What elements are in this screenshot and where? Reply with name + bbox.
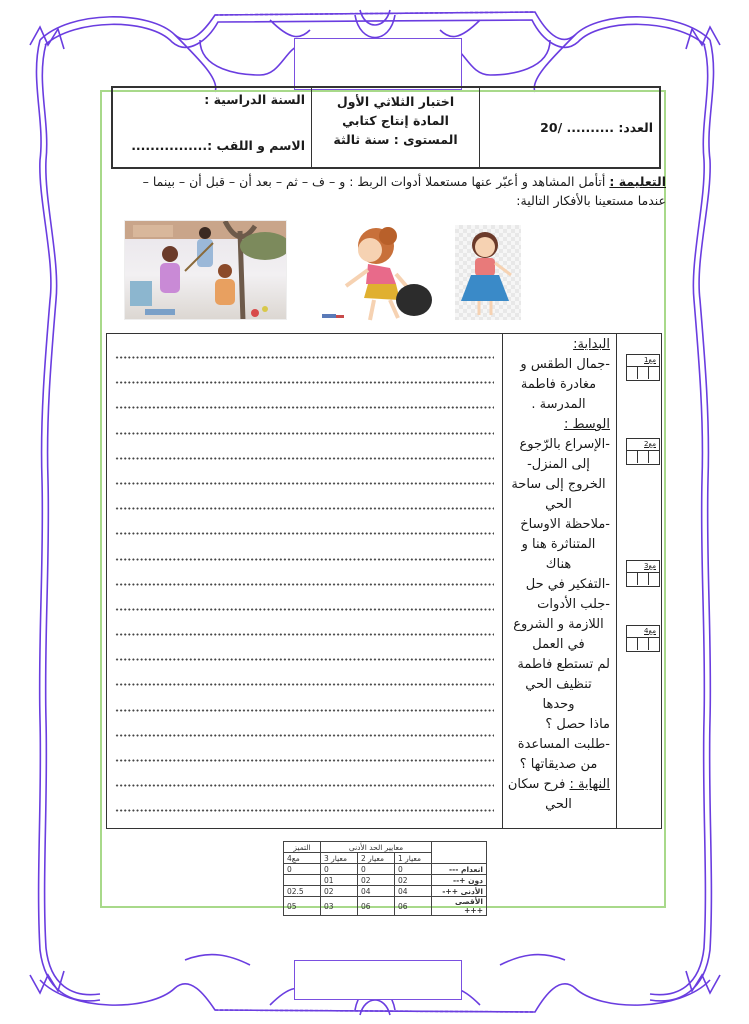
criterion-column-header: معيار 1 [395,853,432,864]
writing-line[interactable] [115,367,494,392]
score-cell[interactable] [648,451,659,463]
idea-line: ماذا حصل ؟ [545,717,610,732]
writing-line[interactable] [115,569,494,594]
idea-text: فرح سكان [507,777,570,792]
criterion-label: مع2 [627,439,659,451]
score-row [284,875,487,886]
criterion-label: مع3 [627,561,659,573]
idea-line: في العمل [532,637,585,652]
score-value: 02 [395,875,432,886]
dotted-rule [115,482,494,485]
writing-area[interactable] [107,334,503,828]
dotted-rule [115,683,494,686]
idea-line: هناك [545,557,572,572]
dotted-rule [115,532,494,535]
score-value: 06 [358,897,395,916]
idea-line: إلى المنزل- [527,457,590,472]
score-cells[interactable] [627,638,659,650]
section-heading: البداية: [573,337,610,352]
score-cell[interactable] [627,573,637,585]
writing-line[interactable] [115,720,494,745]
minimum-criteria-header: معايير الحد الأدنى [321,842,432,853]
excellence-header: التميز [284,842,321,853]
score-cell[interactable] [627,367,637,379]
writing-line[interactable] [115,644,494,669]
dotted-rule [115,356,494,359]
top-title-plate [294,38,462,90]
score-cell [479,88,659,167]
idea-line: المدرسة . [531,397,586,412]
guiding-ideas-column [503,334,617,828]
score-value: 04 [395,886,432,897]
score-value: 01 [321,875,358,886]
subject-label: المادة إنتاج كتابي [342,113,449,128]
idea-line: تنظيف الحي [525,677,592,692]
criterion-column-header: معيار 3 [321,853,358,864]
writing-line[interactable] [115,594,494,619]
dotted-rule [115,457,494,460]
score-cell[interactable] [648,573,659,585]
writing-line[interactable] [115,544,494,569]
dotted-rule [115,658,494,661]
dotted-rule [115,759,494,762]
idea-line: -الإسراع بالرّجوع [519,437,610,452]
grading-criteria-table [283,841,487,916]
score-value: 02 [321,886,358,897]
score-value: 0 [321,864,358,875]
score-level-label: دون +-- [432,875,487,886]
criterion-column-header: مع4 [284,853,321,864]
score-value [284,875,321,886]
score-value: 02.5 [284,886,321,897]
idea-line: من صديقاتها ؟ [519,757,598,772]
dotted-rule [115,809,494,812]
student-name-field[interactable]: الاسم و اللقب :................ [131,138,305,153]
score-cell[interactable] [648,367,659,379]
writing-line[interactable] [115,518,494,543]
bottom-title-plate [294,960,462,1000]
score-cell[interactable] [637,451,648,463]
girl-collecting-trash-image [318,224,436,324]
idea-line: -ملاحظة الاوساخ [520,517,610,532]
idea-line: -جلب الأدوات [537,597,610,612]
exam-header-table [111,86,661,169]
idea-line: -التفكير في حل [525,577,610,592]
criterion-score-box[interactable] [626,625,660,652]
score-value: 03 [321,897,358,916]
idea-line: الحي [545,497,572,512]
writing-line[interactable] [115,619,494,644]
writing-line[interactable] [115,443,494,468]
dotted-rule [115,432,494,435]
score-value: 0 [395,864,432,875]
writing-line[interactable] [115,392,494,417]
dotted-rule [115,709,494,712]
criterion-label: مع4 [627,626,659,638]
criterion-score-box[interactable] [626,438,660,465]
dotted-rule [115,633,494,636]
idea-line: الحي [545,797,572,812]
score-cell[interactable] [627,451,637,463]
dotted-rule [115,784,494,787]
idea-line: -طلبت المساعدة [517,737,610,752]
writing-line[interactable] [115,669,494,694]
score-row [284,897,487,916]
score-cell[interactable] [637,367,648,379]
dotted-rule [115,406,494,409]
writing-line[interactable] [115,745,494,770]
score-cell[interactable] [637,573,648,585]
student-info-cell [113,88,311,167]
score-value: 04 [358,886,395,897]
score-value: 06 [395,897,432,916]
score-cell[interactable] [648,638,659,650]
score-cells[interactable] [627,451,659,463]
exam-title: اختبار الثلاثي الأول [336,94,455,109]
idea-line: -جمال الطقس و [520,357,610,372]
criteria-column [617,334,661,828]
dotted-rule [115,381,494,384]
score-level-label: الأقصى +++ [432,897,487,916]
idea-line: وحدها [542,697,575,712]
writing-line[interactable] [115,770,494,795]
writing-line[interactable] [115,418,494,443]
score-level-label: الأدنى ++- [432,886,487,897]
dotted-rule [115,608,494,611]
school-year-label: السنة الدراسية : [204,92,305,107]
children-cleaning-scene-image [124,220,287,320]
score-level-label: انعدام --- [432,864,487,875]
score-row [284,886,487,897]
dotted-rule [115,558,494,561]
score-value: 05 [284,897,321,916]
section-heading: النهاية : [569,777,610,792]
instruction-body: أتأمل المشاهد و أعبّر عنها مستعملا أدوات الربط : و – ف – ثم – بعد أن – قبل أن – بينما – عندما مستعينا بالأفكار التالية: [142,174,666,208]
writing-line[interactable] [115,342,494,367]
score-value: 0 [358,864,395,875]
writing-line[interactable] [115,695,494,720]
writing-line[interactable] [115,468,494,493]
dotted-rule [115,507,494,510]
criterion-column-header: معيار 2 [358,853,395,864]
writing-line[interactable] [115,795,494,820]
dotted-rule [115,734,494,737]
idea-line: لم تستطع فاطمة [517,657,610,672]
score-cells[interactable] [627,573,659,585]
writing-table [106,333,662,829]
criterion-label: مع1 [627,355,659,367]
score-cell[interactable] [637,638,648,650]
idea-line: المتناثرة هنا و [521,537,596,552]
score-label: العدد: .......... /20 [540,120,653,135]
instruction-label: التعليمة : [609,174,666,189]
writing-line[interactable] [115,493,494,518]
criterion-score-box[interactable] [626,354,660,381]
idea-line: اللازمة و الشروع [513,617,604,632]
corner-cell [432,842,487,864]
score-row [284,864,487,875]
score-value: 02 [358,875,395,886]
score-cell[interactable] [627,638,637,650]
criterion-score-box[interactable] [626,560,660,587]
happy-girl-image [455,225,521,320]
exam-info-cell [311,88,479,167]
score-value: 0 [284,864,321,875]
idea-line: الخروج إلى ساحة [511,477,606,492]
instruction-text [112,172,666,210]
section-heading: الوسط : [563,417,610,432]
ending-idea [507,775,610,795]
dotted-rule [115,583,494,586]
idea-line: مغادرة فاطمة [520,377,597,392]
score-cells[interactable] [627,367,659,379]
level-label: المستوى : سنة ثالثة [333,132,458,147]
